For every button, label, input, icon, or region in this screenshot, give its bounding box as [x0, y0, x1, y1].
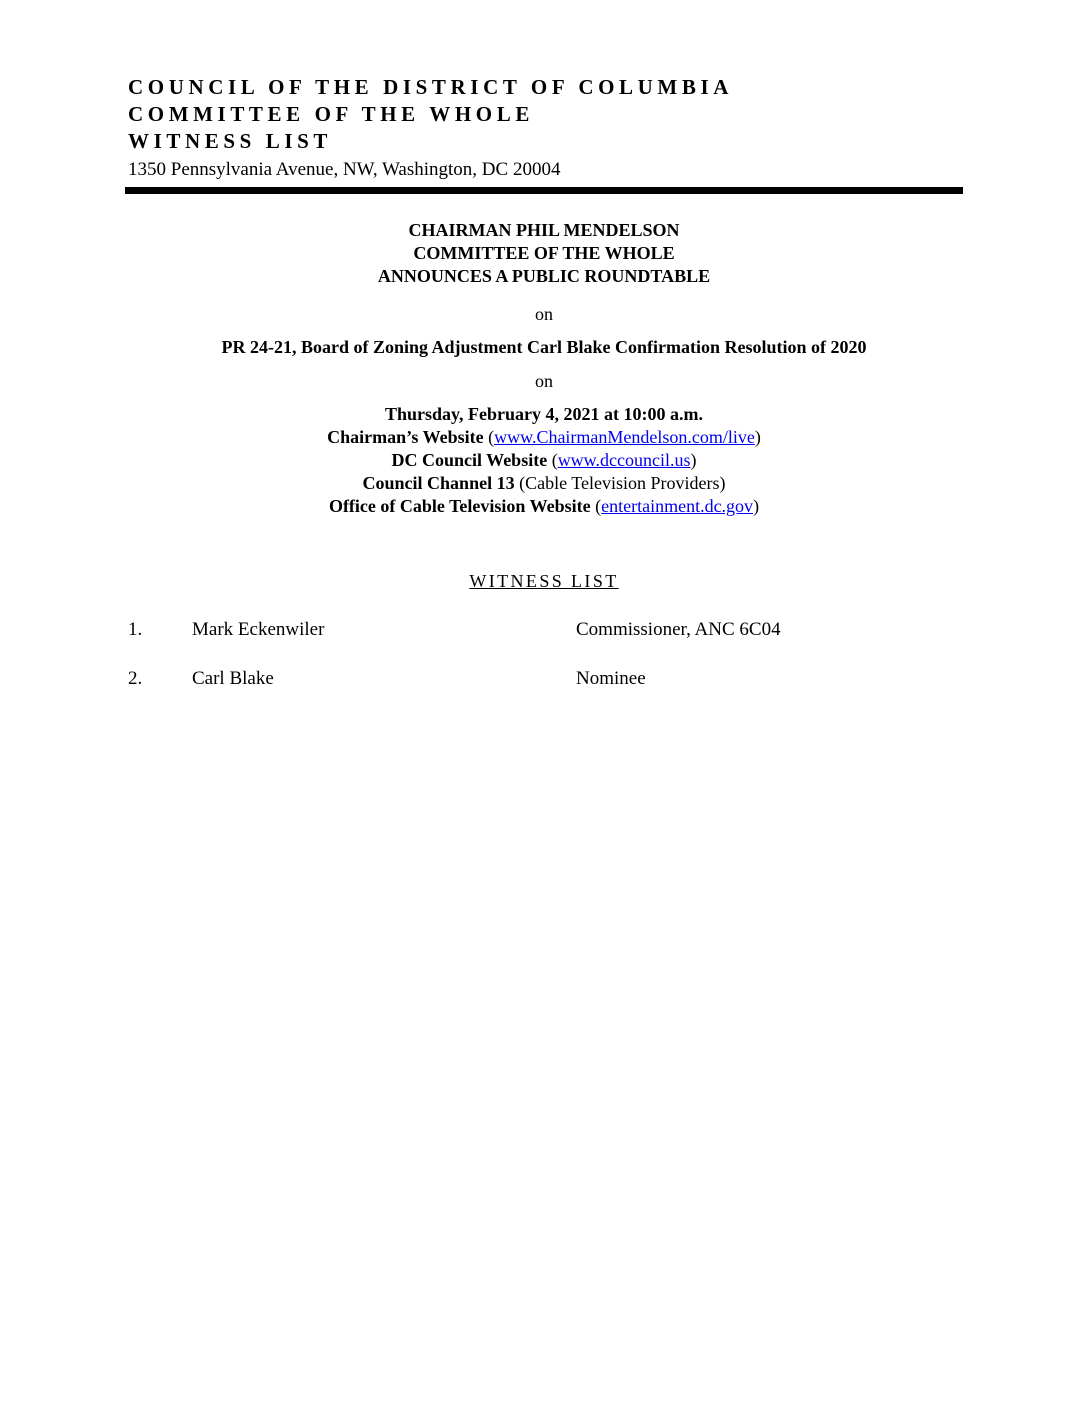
- witness-title: Commissioner, ANC 6C04: [576, 619, 781, 640]
- letterhead: [128, 74, 964, 183]
- announcement-heading: [125, 219, 963, 288]
- witness-number: 2.: [128, 668, 143, 689]
- chairman-website-link[interactable]: www.ChairmanMendelson.com/live: [494, 427, 755, 447]
- broadcast-item: Office of Cable Television Website (entertainment.dc.gov): [328, 496, 760, 516]
- document-type: WITNESS LIST: [128, 129, 333, 153]
- on-connector-2: on: [535, 371, 553, 391]
- broadcast-label: DC Council Website: [391, 450, 548, 470]
- witness-number: 1.: [128, 619, 143, 640]
- broadcast-label: Chairman’s Website: [327, 427, 484, 447]
- broadcast-item: Chairman’s Website (www.ChairmanMendelson.com/live): [327, 427, 761, 447]
- witness-title: Nominee: [576, 668, 646, 689]
- broadcast-detail: Cable Television Providers: [525, 473, 720, 493]
- council-address: 1350 Pennsylvania Avenue, NW, Washington, DC 20004: [128, 159, 561, 180]
- witness-row: [0, 617, 1088, 643]
- broadcast-item: Council Channel 13 (Cable Television Providers): [362, 473, 726, 493]
- chairman-line: CHAIRMAN PHIL MENDELSON: [408, 220, 680, 240]
- hearing-datetime: Thursday, February 4, 2021 at 10:00 a.m.: [384, 404, 703, 424]
- cable-tv-website-link[interactable]: entertainment.dc.gov: [601, 496, 754, 516]
- broadcast-label: Council Channel 13: [362, 473, 515, 493]
- committee-line: COMMITTEE OF THE WHOLE: [413, 243, 675, 263]
- council-website-link[interactable]: www.dccouncil.us: [557, 450, 691, 470]
- roundtable-line: ANNOUNCES A PUBLIC ROUNDTABLE: [377, 266, 711, 286]
- broadcast-item: DC Council Website (www.dccouncil.us): [391, 450, 697, 470]
- hearing-subject: PR 24-21, Board of Zoning Adjustment Carl Blake Confirmation Resolution of 2020: [221, 337, 867, 357]
- committee-name: COMMITTEE OF THE WHOLE: [128, 102, 534, 126]
- header-divider: [125, 187, 963, 194]
- broadcast-info: [125, 403, 963, 518]
- broadcast-label: Office of Cable Television Website: [328, 496, 591, 516]
- witness-name: Mark Eckenwiler: [192, 619, 325, 640]
- witness-list-title: WITNESS LIST: [469, 571, 619, 591]
- on-connector-1: on: [535, 304, 553, 324]
- witness-row: [0, 666, 1088, 692]
- witness-name: Carl Blake: [192, 668, 274, 689]
- council-name: COUNCIL OF THE DISTRICT OF COLUMBIA: [128, 75, 733, 99]
